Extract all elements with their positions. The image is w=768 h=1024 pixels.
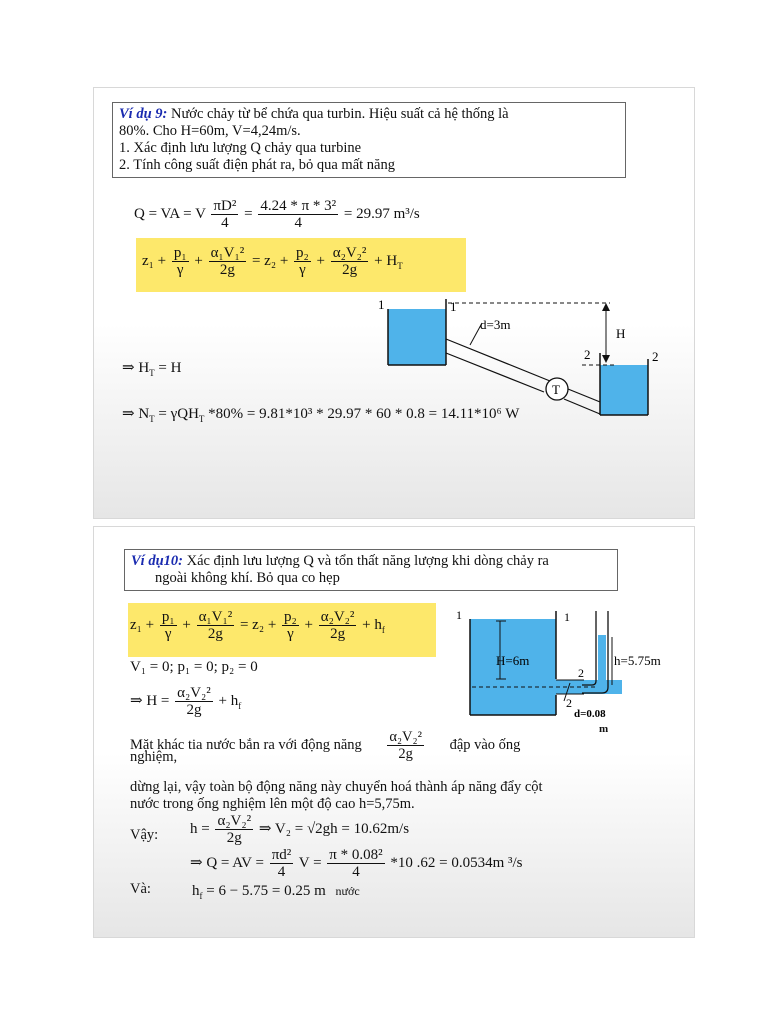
problem-line: ngoài không khí. Bỏ qua co hẹp [155, 570, 340, 586]
loss-equation: $h_f = 6 - 5.75 = 0.25$ m nước [192, 883, 360, 901]
pitot-tube [582, 611, 596, 685]
boundary-conditions: V₁ = 0; p₁ = 0; p₂ = 0 [130, 659, 258, 675]
example-title: Ví dụ 9: [119, 106, 168, 122]
and-label: Và: [130, 881, 151, 897]
bernoulli-equation: z₁ + $\frac{\text{p₁}}{\gamma}$ + $\frac{\text{α₁V₁²}}{2g}$ = z₂ + $\frac{\text{p₂}}{\gamma}$ + $\frac{\text{α₂V₂²}}{2g}$ + $H_T$ [142, 245, 403, 278]
svg-text:1: 1 [456, 608, 462, 622]
pitot-tube-water [598, 635, 606, 687]
problem-line: Nước chảy từ bể chứa qua turbin. Hiệu suất cả hệ thống là [167, 106, 509, 122]
head-equation: ⇒ H = $\frac{\text{α₂V₂²}}{2g}$ + $h_f$ [130, 685, 242, 718]
explanation-line: Mặt khác tia nước bắn ra với động năng $\frac{\text{α₂V₂²}}{2g}$ đập vào ống [130, 729, 521, 762]
bernoulli-equation: z₁ + $\frac{\text{p₁}}{\gamma}$ + $\frac{\text{α₁V₁²}}{2g}$ = z₂ + $\frac{\text{p₂}}{\gamma}$ + $\frac{\text{α₂V₂²}}{2g}$ + $h_f$ [130, 609, 385, 642]
penstock-pipe [446, 339, 550, 381]
upper-reservoir [388, 309, 446, 365]
svg-text:H: H [616, 326, 626, 341]
explanation-line: nghiệm, [130, 749, 178, 765]
lower-reservoir [600, 365, 648, 415]
svg-text:2: 2 [578, 666, 584, 680]
problem-box-10 [124, 549, 618, 591]
svg-text:T: T [552, 382, 560, 397]
pitot-tube-diagram [450, 605, 680, 723]
svg-text:2: 2 [652, 349, 659, 364]
svg-text:2: 2 [566, 696, 572, 710]
problem-item: 1. Xác định lưu lượng Q chảy qua turbine [119, 140, 362, 156]
problem-item: 2. Tính công suất điện phát ra, bỏ qua mất năng [119, 157, 395, 173]
discharge-equation: ⇒ Q = AV = $\frac{\text{πd²}}{4}$ V = $\frac{\text{π * 0.08²}}{4}$ *10 .62 = 0.0534m ³/s [190, 847, 523, 880]
svg-text:1: 1 [450, 299, 457, 314]
svg-text:1: 1 [564, 610, 570, 624]
svg-text:h=5.75m: h=5.75m [614, 653, 661, 668]
svg-text:H=6m: H=6m [496, 653, 530, 668]
turbine-diagram [374, 293, 674, 423]
svg-text:d=0.08: d=0.08 [574, 708, 606, 720]
power-equation: ⇒ $N_T = \gamma QH_T$ *80% = 9.81*10³ * 29.97 * 60 * 0.8 = 14.11*10⁶ W [122, 406, 520, 424]
problem-line: 80%. Cho H=60m, V=4,24m/s. [119, 123, 301, 139]
unit-label: m [599, 723, 609, 735]
problem-line: Xác định lưu lượng Q và tổn thất năng lượng khi dòng chảy ra [182, 553, 549, 569]
explanation-line: nước trong ống nghiệm lên một độ cao h=5,75m. [130, 796, 415, 812]
svg-text:d=3m: d=3m [480, 317, 511, 332]
svg-text:1: 1 [378, 297, 385, 312]
so-label: Vậy: [130, 827, 159, 843]
slide-example-9 [94, 88, 694, 518]
example-title: Ví dụ10: [131, 553, 183, 569]
head-equation: ⇒ $H_T = H$ [122, 360, 182, 378]
slide-example-10 [94, 527, 694, 937]
flow-rate-equation: Q = VA = V $\frac{\text{πD²}}{4}$ = $\frac{\text{4.24 * π * 3²}}{4}$ = 29.97 m³/s [134, 198, 420, 231]
velocity-equation: h = $\frac{\text{α₂V₂²}}{2g}$ ⇒ V₂ = √2gh = 10.62m/s [190, 813, 410, 846]
problem-box-9 [112, 102, 626, 178]
explanation-line: dừng lại, vậy toàn bộ động năng này chuyển hoá thành áp năng đẩy cột [130, 779, 543, 795]
svg-text:2: 2 [584, 347, 591, 362]
